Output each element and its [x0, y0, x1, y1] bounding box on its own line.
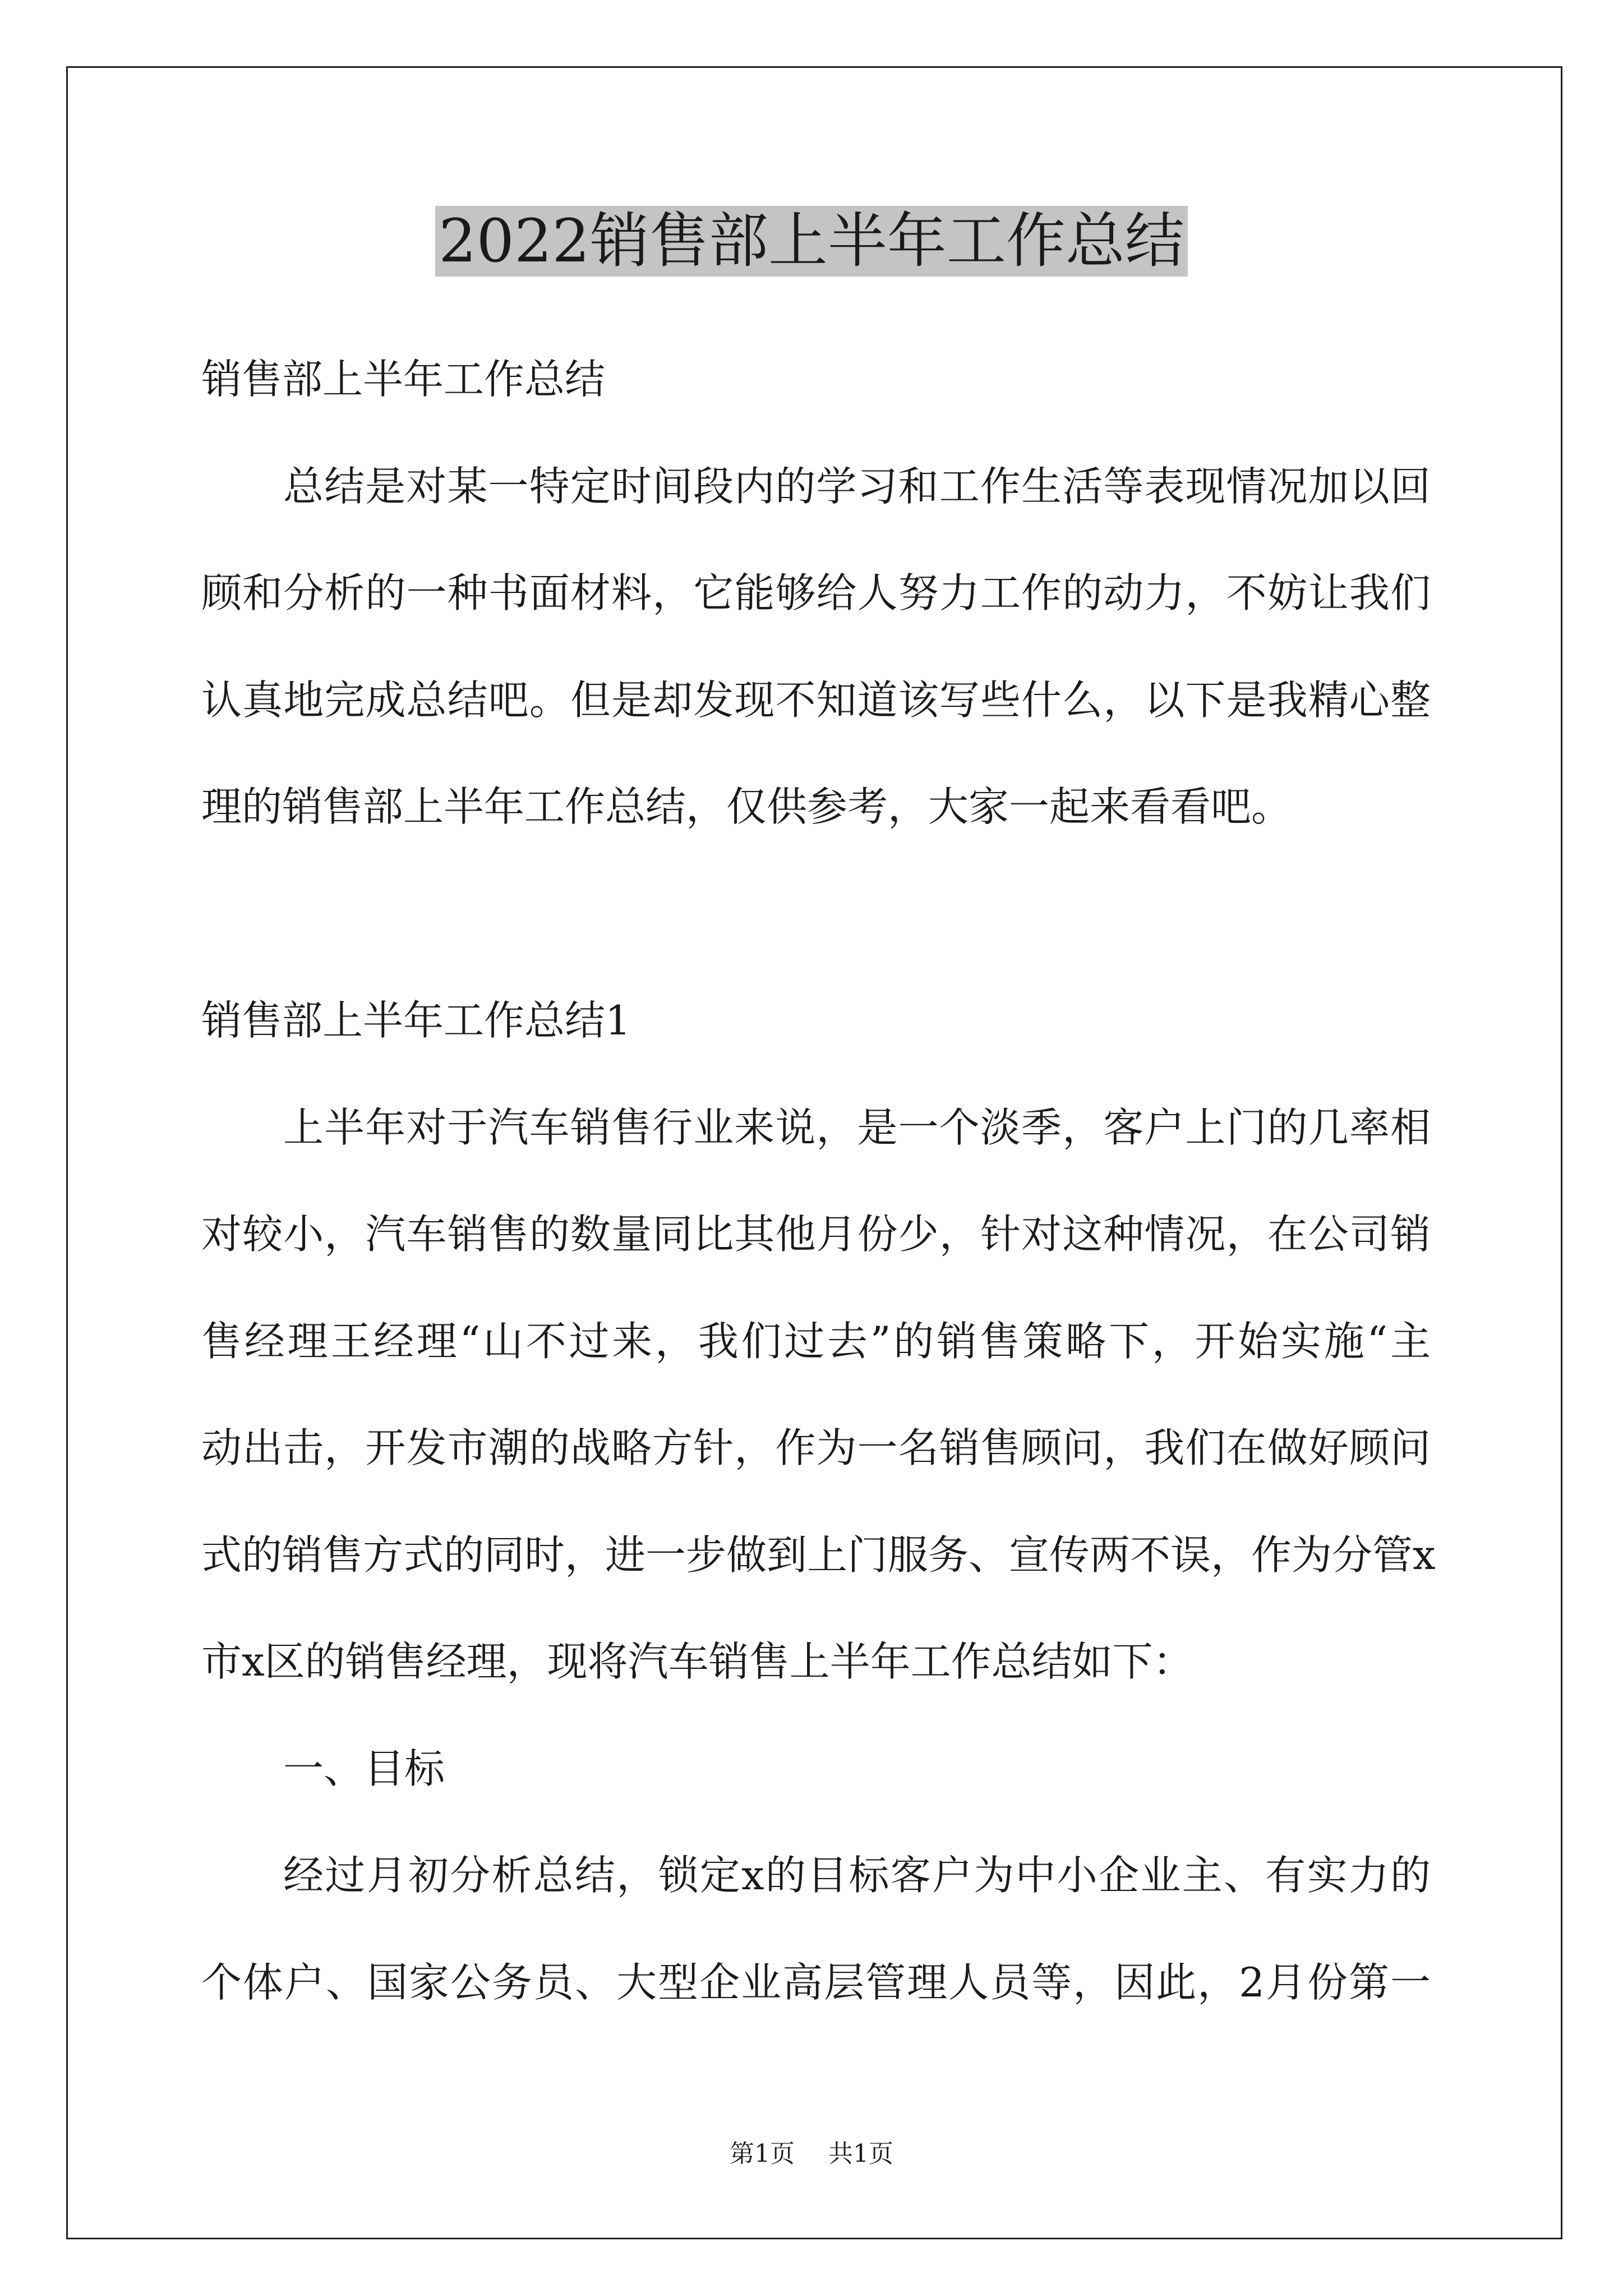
page-footer	[0, 2138, 1623, 2170]
paragraph-line: 市x区的销售经理，现将汽车销售上半年工作总结如下：	[201, 1638, 1193, 1685]
paragraph-line: 个体户、国家公务员、大型企业高层管理人员等，因此，2月份第一	[201, 1958, 1431, 2006]
document-body	[201, 326, 1436, 2036]
paragraph-line: 经过月初分析总结，锁定x的目标客户为中小企业主、有实力的	[283, 1852, 1431, 1899]
blank-line	[201, 861, 1431, 968]
paragraph-line: 顾和分析的一种书面材料，它能够给人努力工作的动力，不妨让我们	[201, 569, 1431, 616]
paragraph-line: 式的销售方式的同时，进一步做到上门服务、宣传两不误，作为分管x	[201, 1531, 1436, 1579]
paragraph-line: 对较小，汽车销售的数量同比其他月份少，针对这种情况，在公司销	[201, 1211, 1431, 1258]
intro-heading: 销售部上半年工作总结	[201, 356, 606, 403]
page-total: 共1页	[828, 2139, 893, 2168]
paragraph-line: 认真地完成总结吧。但是却发现不知道该写些什么，以下是我精心整	[201, 676, 1431, 724]
paragraph-line: 理的销售部上半年工作总结，仅供参考，大家一起来看看吧。	[201, 783, 1292, 830]
paragraph-line: 售经理王经理“山不过来，我们过去”的销售策略下，开始实施“主	[201, 1317, 1431, 1365]
title-container	[0, 206, 1623, 277]
paragraph-line: 上半年对于汽车销售行业来说，是一个淡季，客户上门的几率相	[283, 1103, 1431, 1151]
document-title: 2022销售部上半年工作总结	[435, 206, 1188, 277]
paragraph-line: 总结是对某一特定时间段内的学习和工作生活等表现情况加以回	[283, 462, 1431, 510]
page-number: 第1页	[730, 2139, 795, 2168]
subsection-heading: 一、目标	[283, 1745, 445, 1792]
paragraph-line: 动出击，开发市潮的战略方针，作为一名销售顾问，我们在做好顾问	[201, 1424, 1431, 1471]
section-heading: 销售部上半年工作总结1	[201, 997, 631, 1044]
